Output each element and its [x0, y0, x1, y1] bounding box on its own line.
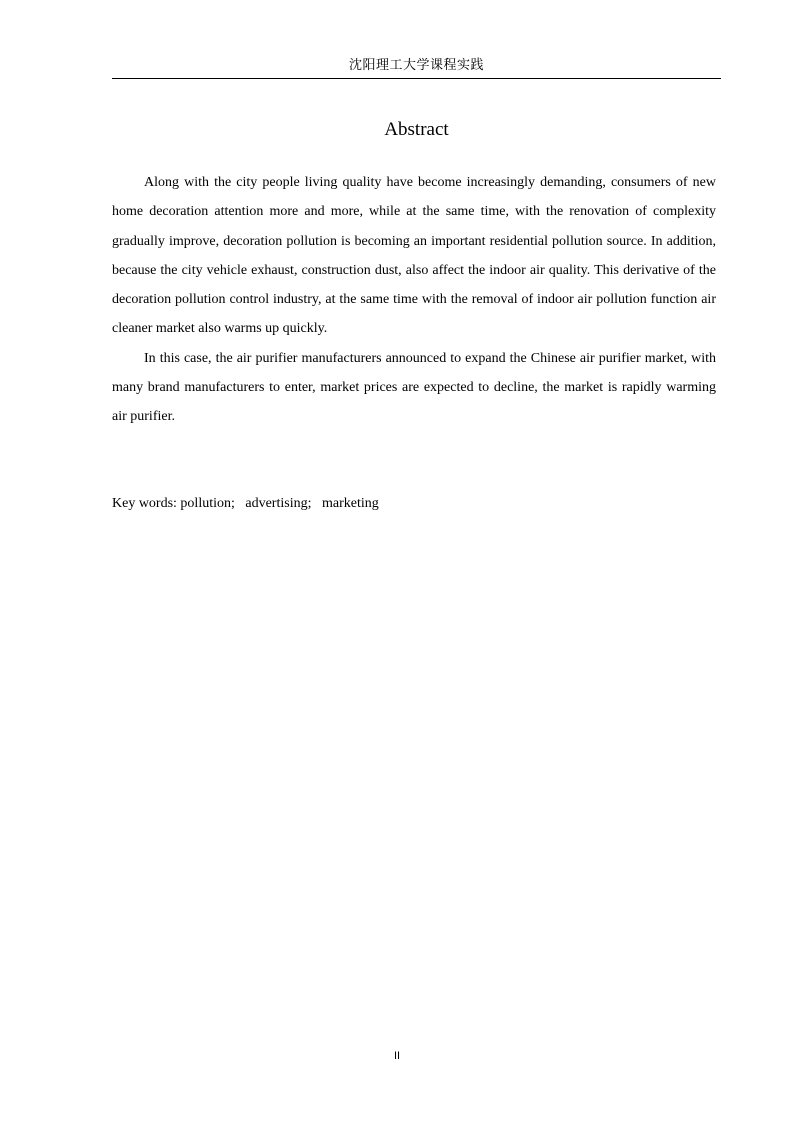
abstract-title: Abstract	[384, 119, 449, 140]
abstract-body	[112, 168, 716, 432]
abstract-paragraph: Along with the city people living quality have become increasingly demanding, consumers of new home decoration attention more and more, while at the same time, with the renovation of complexity gradually improve, decoration pollution is becoming an important residential pollution source. In addition, because the city vehicle exhaust, construction dust, also affect the indoor air quality. This derivative of the decoration pollution control industry, at the same time with the removal of indoor air pollution function air cleaner market also warms up quickly.	[112, 175, 716, 337]
abstract-paragraph: In this case, the air purifier manufacturers announced to expand the Chinese air purifier market, with many brand manufacturers to enter, market prices are expected to decline, the market is rapidly warming air purifier.	[112, 350, 716, 425]
keywords-line: Key words: pollution; advertising; marketing	[112, 496, 379, 511]
page-number: II	[393, 1050, 401, 1062]
header-title: 沈阳理工大学课程实践	[348, 58, 484, 73]
page-header	[112, 0, 721, 79]
